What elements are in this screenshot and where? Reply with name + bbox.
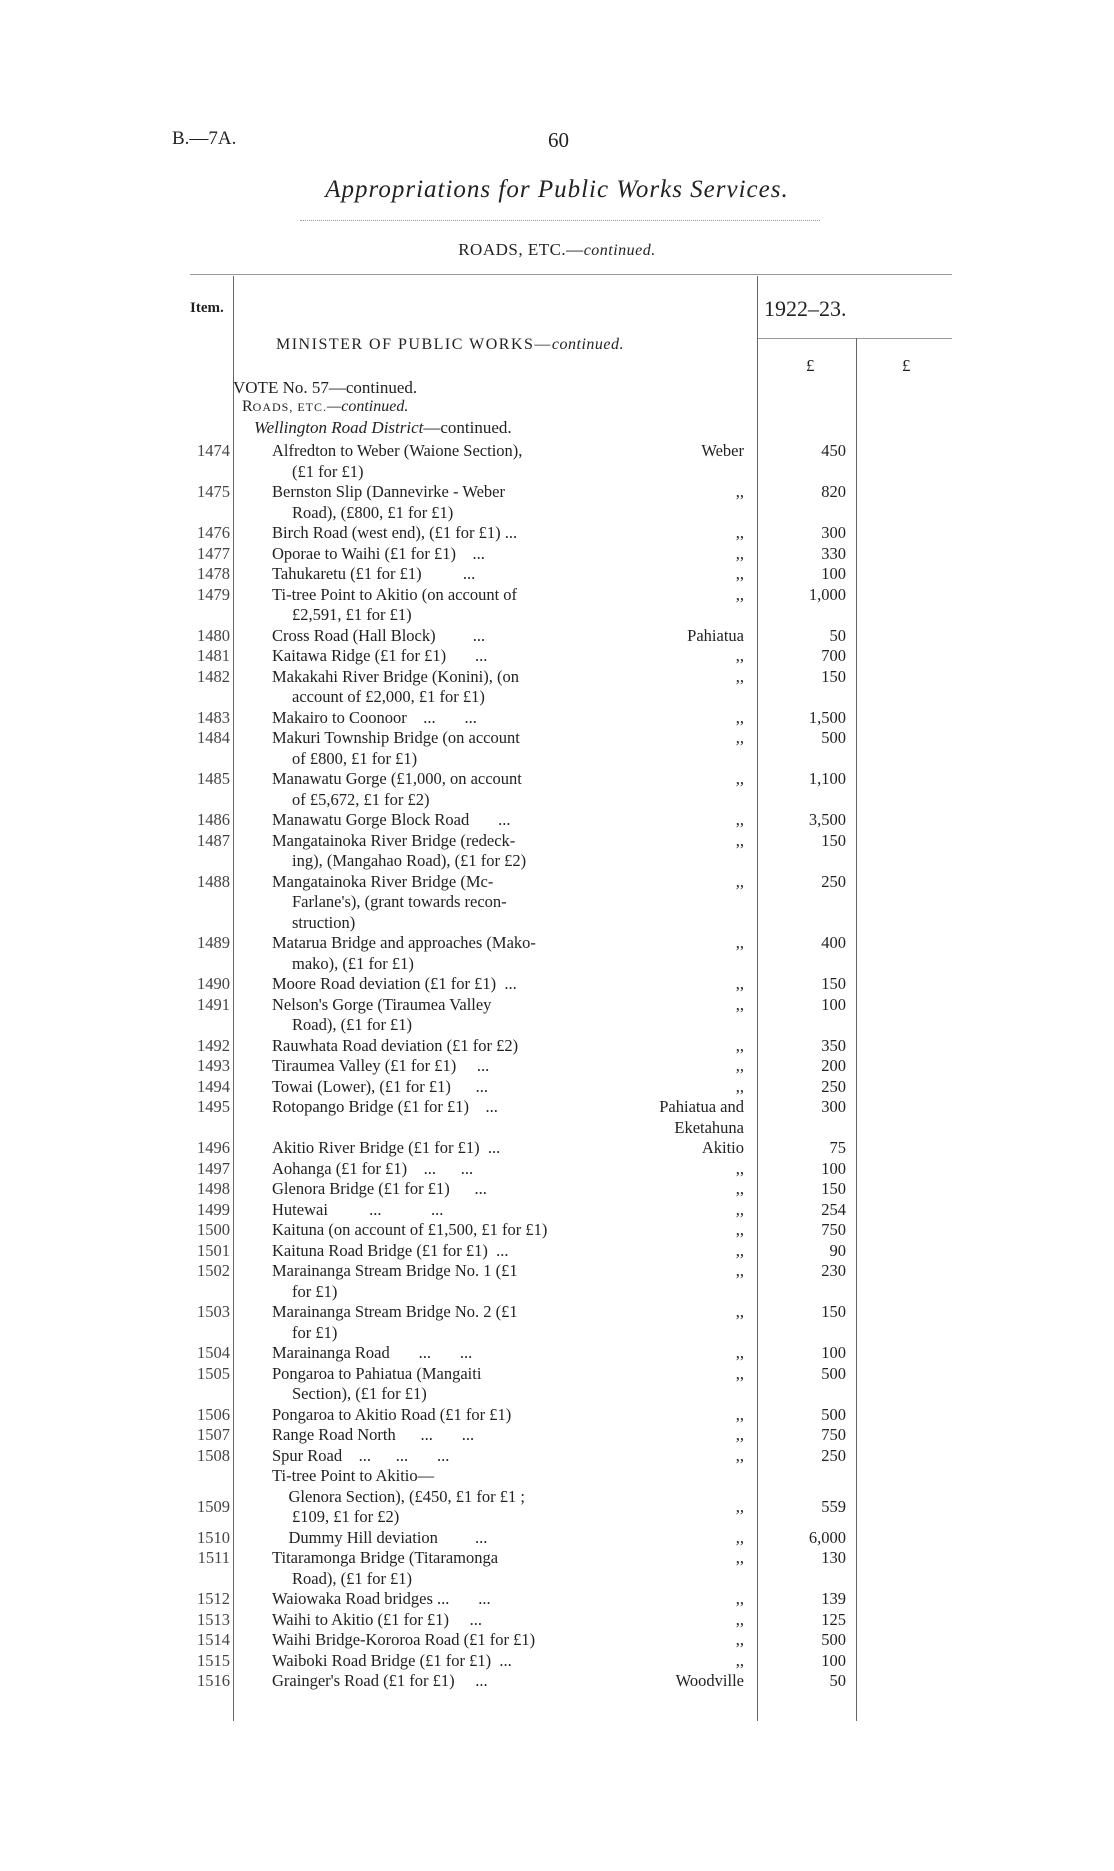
item-number: 1501 [197, 1240, 230, 1260]
item-description: Mangatainoka River Bridge (redeck- ing), (Mangahao Road), (£1 for £2) [272, 830, 527, 870]
roads-heading [242, 398, 408, 416]
item-description: Bernston Slip (Dannevirke - Weber Road), (£800, £1 for £1) [272, 482, 505, 522]
table-row [0, 1036, 1114, 1057]
amount: 100 [821, 564, 846, 583]
item-description: Mangatainoka River Bridge (Mc- Farlane's), (grant towards recon- struction) [272, 871, 507, 932]
item-number: 1479 [197, 584, 230, 604]
item-number: 1483 [197, 707, 230, 727]
item-description: Pongaroa to Akitio Road (£1 for £1) [272, 1404, 512, 1424]
electoral-district: ,, [735, 769, 744, 788]
table-row [0, 708, 1114, 729]
item-description: Waiowaka Road bridges ... ... [272, 1589, 491, 1608]
item-number: 1490 [197, 974, 230, 993]
table-row [0, 1671, 1114, 1692]
electoral-district: ,, [735, 1363, 744, 1383]
item-description: Ti-tree Point to Akitio (on account of £2,591, £1 for £1) [272, 584, 518, 624]
ministry-heading [276, 336, 624, 354]
electoral-district: ,, [735, 666, 744, 686]
table-row [0, 1425, 1114, 1446]
item-number: 1480 [197, 625, 230, 645]
item-number: 1496 [197, 1138, 230, 1157]
item-number: 1487 [197, 830, 230, 850]
item-number: 1485 [197, 769, 230, 788]
item-description: Alfredton to Weber (Waione Section), (£1 for £1) [272, 441, 523, 481]
table-row [0, 831, 1114, 872]
amount: 100 [821, 994, 846, 1014]
electoral-district: ,, [735, 933, 744, 952]
table-row [0, 1405, 1114, 1426]
district-heading [254, 418, 512, 438]
amount: 90 [829, 1240, 846, 1260]
amount: 820 [821, 482, 846, 501]
item-number: 1489 [197, 933, 230, 952]
table-row [0, 1630, 1114, 1651]
electoral-district: ,, [735, 1220, 744, 1239]
electoral-district: Pahiatua [687, 625, 744, 645]
amount: 50 [829, 1671, 846, 1690]
amount: 200 [821, 1056, 846, 1075]
item-description: Makakahi River Bridge (Konini), (on account of £2,000, £1 for £1) [272, 666, 519, 706]
table-row [0, 564, 1114, 585]
year-column-header: 1922–23. [764, 296, 847, 321]
item-description: Matarua Bridge and approaches (Mako- mako), (£1 for £1) [272, 933, 536, 973]
item-description: Birch Road (west end), (£1 for £1) ... [272, 523, 518, 542]
item-number: 1515 [197, 1650, 230, 1670]
item-description: Glenora Bridge (£1 for £1) ... [272, 1179, 487, 1198]
item-description: Marainanga Road ... ... [272, 1343, 473, 1362]
item-number: 1506 [197, 1404, 230, 1424]
electoral-district: Woodville [675, 1671, 744, 1690]
electoral-district: ,, [735, 871, 744, 891]
amount: 150 [821, 1179, 846, 1198]
table-row [0, 1220, 1114, 1241]
electoral-district: ,, [735, 1076, 744, 1096]
subtitle-text: ROADS, ETC.— [458, 240, 584, 259]
amount: 350 [821, 1035, 846, 1055]
electoral-district: ,, [735, 564, 744, 583]
item-description: Tiraumea Valley (£1 for £1) ... [272, 1056, 490, 1075]
item-number: 1500 [197, 1220, 230, 1239]
amount: 50 [829, 625, 846, 645]
electoral-district: ,, [735, 523, 744, 542]
item-number: 1513 [197, 1609, 230, 1629]
amount: 75 [829, 1138, 846, 1157]
amount: 230 [821, 1261, 846, 1280]
amount: 500 [821, 728, 846, 747]
table-row [0, 1241, 1114, 1262]
item-description: Waihi Bridge-Kororoa Road (£1 for £1) [272, 1630, 536, 1649]
item-description: Waihi to Akitio (£1 for £1) ... [272, 1609, 482, 1629]
electoral-district: ,, [735, 1302, 744, 1321]
electoral-district: ,, [735, 1179, 744, 1198]
roads-continued: —continued. [327, 398, 409, 415]
amount: 130 [821, 1548, 846, 1567]
electoral-district: ,, [735, 646, 744, 665]
table-row [0, 1589, 1114, 1610]
item-description: Makuri Township Bridge (on account of £800, £1 for £1) [272, 728, 520, 768]
district-continued: —continued. [423, 418, 512, 437]
item-description: Spur Road ... ... ... [272, 1445, 450, 1465]
amount: 3,500 [808, 810, 846, 829]
roads-smallcaps: OADS, ETC. [252, 400, 328, 414]
electoral-district: ,, [735, 543, 744, 563]
amount: 100 [821, 1650, 846, 1670]
electoral-district: ,, [735, 1630, 744, 1649]
amount: 750 [821, 1425, 846, 1444]
table-row [0, 441, 1114, 482]
item-number: 1508 [197, 1445, 230, 1465]
item-number: 1510 [197, 1527, 230, 1547]
amount: 700 [821, 646, 846, 665]
amount: 250 [821, 1076, 846, 1096]
table-row [0, 1610, 1114, 1631]
table-row [0, 1261, 1114, 1302]
electoral-district: ,, [735, 1343, 744, 1362]
item-number: 1502 [197, 1261, 230, 1280]
amount: 1,500 [808, 707, 846, 727]
item-description: Oporae to Waihi (£1 for £1) ... [272, 543, 485, 563]
item-description: Glenora Section), (£450, £1 for £1 ; £109, £1 for £2) [288, 1486, 525, 1526]
section-subtitle [0, 240, 1114, 260]
ministry-continued: continued. [551, 336, 624, 353]
report-reference: B.—7A. [172, 128, 237, 149]
item-description: Tahukaretu (£1 for £1) ... [272, 564, 476, 583]
electoral-district: ,, [735, 1158, 744, 1178]
item-description: Kaituna Road Bridge (£1 for £1) ... [272, 1240, 509, 1260]
amount: 254 [821, 1199, 846, 1219]
electoral-district: ,, [735, 1240, 744, 1260]
item-description: Hutewai ... ... [272, 1199, 444, 1219]
table-row [0, 646, 1114, 667]
amount: 1,100 [808, 769, 846, 788]
table-row [0, 1302, 1114, 1343]
item-number: 1509 [197, 1496, 230, 1516]
item-number: 1511 [197, 1548, 230, 1567]
item-number: 1503 [197, 1302, 230, 1321]
roads-initial: R [242, 398, 253, 415]
item-description: Makairo to Coonoor ... ... [272, 707, 477, 727]
table-row [0, 1077, 1114, 1098]
amount: 150 [821, 974, 846, 993]
table-row [0, 626, 1114, 647]
item-description: Rauwhata Road deviation (£1 for £2) [272, 1035, 519, 1055]
item-description: Grainger's Road (£1 for £1) ... [272, 1671, 488, 1690]
item-number: 1498 [197, 1179, 230, 1198]
item-description: Kaituna (on account of £1,500, £1 for £1) [272, 1220, 548, 1239]
amount: 150 [821, 830, 846, 850]
amount: 300 [821, 1097, 846, 1116]
electoral-district: ,, [735, 1609, 744, 1629]
item-number: 1491 [197, 994, 230, 1014]
item-number: 1516 [197, 1671, 230, 1690]
item-number: 1507 [197, 1425, 230, 1444]
item-description: Akitio River Bridge (£1 for £1) ... [272, 1138, 501, 1157]
amount: 150 [821, 666, 846, 686]
electoral-district: Weber [701, 441, 744, 460]
item-description: Manawatu Gorge Block Road ... [272, 810, 511, 829]
electoral-district: ,, [735, 1199, 744, 1219]
item-number: 1497 [197, 1158, 230, 1178]
electoral-district: ,, [735, 707, 744, 727]
table-row [0, 482, 1114, 523]
table-row [0, 544, 1114, 565]
electoral-district: ,, [735, 1496, 744, 1516]
amount: 450 [821, 441, 846, 460]
amount: 139 [821, 1589, 846, 1608]
item-description: Cross Road (Hall Block) ... [272, 625, 486, 645]
electoral-district: ,, [735, 482, 744, 501]
item-number: 1495 [197, 1097, 230, 1116]
amount: 100 [821, 1158, 846, 1178]
item-number: 1478 [197, 564, 230, 583]
item-number: 1505 [197, 1363, 230, 1383]
table-row [0, 1179, 1114, 1200]
amount: 1,000 [808, 584, 846, 604]
district-name: Wellington Road District [254, 418, 424, 437]
amount: 500 [821, 1404, 846, 1424]
amount: 6,000 [808, 1527, 846, 1547]
pound-symbol: £ [806, 356, 815, 375]
electoral-district: ,, [735, 830, 744, 850]
item-description: Rotopango Bridge (£1 for £1) ... [272, 1097, 498, 1116]
electoral-district: ,, [735, 1261, 744, 1280]
item-description: Kaitawa Ridge (£1 for £1) ... [272, 646, 488, 665]
item-number: 1504 [197, 1343, 230, 1362]
pound-symbol: £ [902, 356, 911, 375]
table-row [0, 667, 1114, 708]
item-number: 1514 [197, 1630, 230, 1649]
table-row [0, 1548, 1114, 1589]
item-description: Ti-tree Point to Akitio— [272, 1466, 435, 1485]
amount: 300 [821, 523, 846, 542]
electoral-district: ,, [735, 1548, 744, 1567]
item-description: Titaramonga Bridge (Titaramonga Road), (£1 for £1) [272, 1548, 499, 1588]
electoral-district: ,, [735, 728, 744, 747]
table-row [0, 523, 1114, 544]
page-title: Appropriations for Public Works Services. [325, 176, 789, 203]
electoral-district: ,, [735, 1404, 744, 1424]
table-row [0, 933, 1114, 974]
amount: 125 [821, 1609, 846, 1629]
item-number: 1484 [197, 728, 230, 747]
amount: 500 [821, 1363, 846, 1383]
table-row [0, 974, 1114, 995]
table-row [0, 1056, 1114, 1077]
table-row [0, 1200, 1114, 1221]
item-description: Pongaroa to Pahiatua (Mangaiti Section), (£1 for £1) [272, 1363, 482, 1403]
table-row [0, 728, 1114, 769]
item-number: 1499 [197, 1199, 230, 1219]
amount: 500 [821, 1630, 846, 1649]
table-row [0, 1446, 1114, 1467]
item-description: Marainanga Stream Bridge No. 2 (£1 for £1) [272, 1302, 518, 1342]
title-rule [300, 220, 820, 221]
table-row [0, 585, 1114, 626]
table-row [0, 1651, 1114, 1672]
electoral-district: ,, [735, 1056, 744, 1075]
amount: 400 [821, 933, 846, 952]
year-header-rule [757, 338, 952, 339]
amount: 100 [821, 1343, 846, 1362]
item-description: Range Road North ... ... [272, 1425, 475, 1444]
electoral-district: ,, [735, 1445, 744, 1465]
page-number: 60 [548, 128, 569, 152]
item-description: Marainanga Stream Bridge No. 1 (£1 for £1) [272, 1261, 518, 1301]
item-number: 1512 [197, 1589, 230, 1608]
table-row [0, 1364, 1114, 1405]
table-row [0, 1528, 1114, 1549]
item-description: Waiboki Road Bridge (£1 for £1) ... [272, 1650, 512, 1670]
electoral-district: Akitio [701, 1138, 744, 1157]
amount: 250 [821, 871, 846, 891]
item-description: Aohanga (£1 for £1) ... ... [272, 1158, 474, 1178]
table-row [0, 872, 1114, 934]
table-row [0, 1466, 1114, 1487]
electoral-district: ,, [735, 974, 744, 993]
item-number: 1482 [197, 666, 230, 686]
item-description: Manawatu Gorge (£1,000, on account of £5,672, £1 for £2) [272, 769, 522, 809]
amount: 250 [821, 1445, 846, 1465]
item-description: Dummy Hill deviation ... [272, 1527, 488, 1547]
electoral-district: ,, [735, 1035, 744, 1055]
table-row [0, 1097, 1114, 1138]
amount: 559 [821, 1496, 846, 1516]
item-description: Moore Road deviation (£1 for £1) ... [272, 974, 517, 993]
table-row [0, 769, 1114, 810]
item-number: 1481 [197, 646, 230, 665]
table-row [0, 995, 1114, 1036]
electoral-district: ,, [735, 1527, 744, 1547]
item-number: 1477 [197, 543, 230, 563]
item-number: 1494 [197, 1076, 230, 1096]
electoral-district: ,, [735, 1650, 744, 1670]
subtitle-continued: continued. [583, 242, 656, 259]
electoral-district: ,, [735, 1589, 744, 1608]
item-number: 1476 [197, 523, 230, 542]
item-number: 1486 [197, 810, 230, 829]
item-column-header: Item. [190, 300, 224, 316]
item-number: 1488 [197, 871, 230, 891]
table-row [0, 810, 1114, 831]
table-row [0, 1487, 1114, 1528]
electoral-district: ,, [735, 994, 744, 1014]
item-number: 1493 [197, 1056, 230, 1075]
table-row [0, 1159, 1114, 1180]
amount: 750 [821, 1220, 846, 1239]
table-top-rule [190, 274, 952, 275]
item-number: 1474 [197, 441, 230, 460]
amount: 150 [821, 1302, 846, 1321]
item-number: 1492 [197, 1035, 230, 1055]
item-description: Towai (Lower), (£1 for £1) ... [272, 1076, 489, 1096]
item-description: Nelson's Gorge (Tiraumea Valley Road), (£1 for £1) [272, 994, 492, 1034]
electoral-district: ,, [735, 584, 744, 604]
ministry-text: MINISTER OF PUBLIC WORKS— [276, 336, 552, 353]
item-number: 1475 [197, 482, 230, 501]
vote-heading: VOTE No. 57—continued. [233, 378, 418, 397]
amount: 330 [821, 543, 846, 563]
electoral-district: Pahiatua and Eketahuna [659, 1097, 744, 1137]
table-row [0, 1343, 1114, 1364]
table-row [0, 1138, 1114, 1159]
electoral-district: ,, [735, 810, 744, 829]
electoral-district: ,, [735, 1425, 744, 1444]
